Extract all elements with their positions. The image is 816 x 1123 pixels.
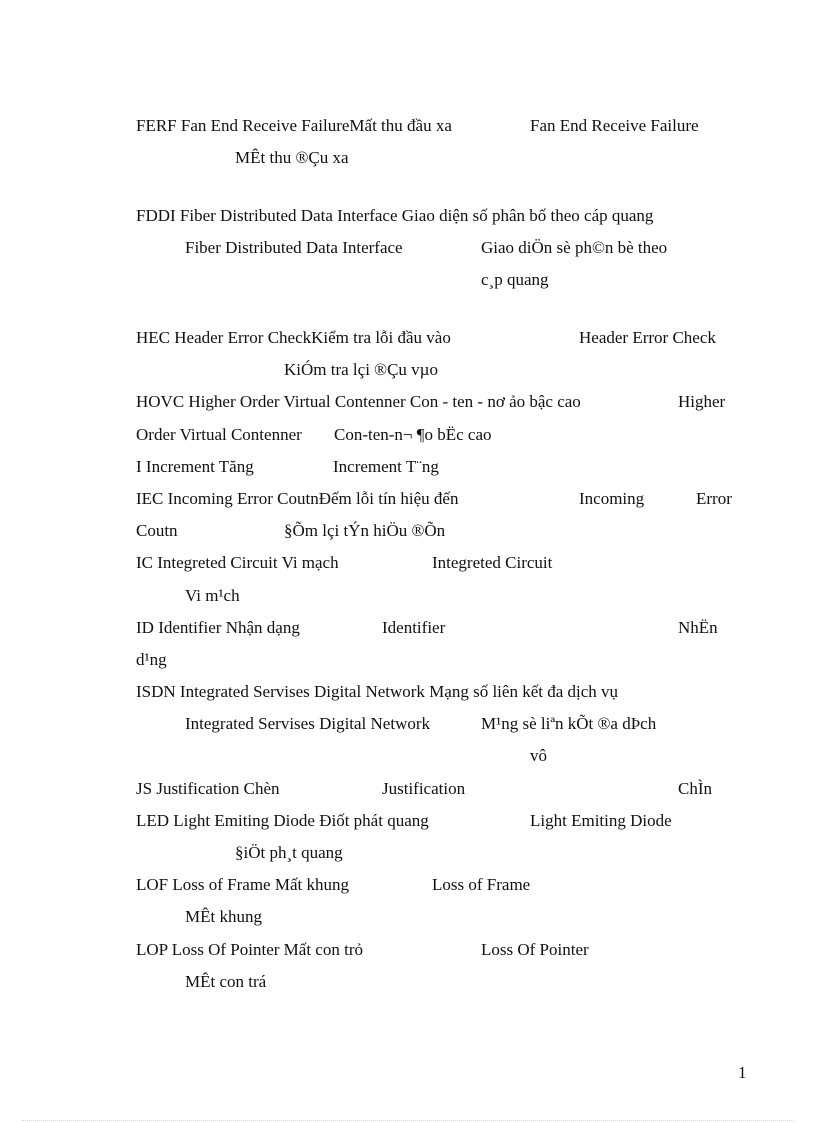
abbr-id: ID: [136, 618, 154, 637]
entry-hec-line-1: [136, 328, 451, 348]
legacy-id-1: NhËn: [678, 618, 718, 637]
entry-lof-line-1: [136, 875, 349, 895]
abbr-lof: LOF: [136, 875, 169, 894]
vn-ferf: Fan End Receive FailureMất thu đầu xa: [180, 116, 452, 135]
legacy-fddi-1: Giao diÖn sè ph©n bè theo: [481, 238, 668, 257]
en-led: Light Emiting Diode: [530, 811, 672, 830]
en-iec-2: Error: [696, 489, 732, 508]
legacy-iec: §Õm lçi tÝn hiÖu ®Õn: [284, 521, 446, 540]
vn-fddi: Fiber Distributed Data Interface Giao diện số phân bố theo cáp quang: [179, 206, 654, 225]
entry-id-line-1: [136, 618, 300, 638]
legacy-isdn-2: vô: [530, 746, 547, 765]
vn-lop: Loss Of Pointer Mất con trỏ: [171, 940, 363, 959]
legacy-lop: MÊt con trá: [185, 972, 267, 991]
vn-hovc: Higher Order Virtual Contenner Con - ten - nơ ảo bậc cao: [188, 392, 581, 411]
en-fddi: Fiber Distributed Data Interface: [185, 238, 403, 257]
en-hovc-1: Higher: [678, 392, 726, 411]
en-iec-1: Incoming: [579, 489, 645, 508]
entry-led-line-1: [136, 811, 429, 831]
en-id: Identifier: [382, 618, 446, 637]
abbr-lop: LOP: [136, 940, 168, 959]
page-bottom-divider: [22, 1120, 794, 1121]
page-number: 1: [738, 1063, 747, 1082]
legacy-ferf: MÊt thu ®Çu xa: [235, 148, 349, 167]
abbr-ic: IC: [136, 553, 153, 572]
legacy-lof: MÊt khung: [185, 907, 262, 926]
abbr-led: LED: [136, 811, 170, 830]
vn-js: Justification Chèn: [156, 779, 280, 798]
vn-id: Identifier Nhận dạng: [158, 618, 300, 637]
legacy-ic: Vi m¹ch: [185, 586, 240, 605]
entry-i-line-1: [136, 457, 254, 477]
entry-ic-line-1: [136, 553, 339, 573]
legacy-led: §iÖt ph¸t quang: [235, 843, 343, 862]
abbr-i: I: [136, 457, 142, 476]
vn-iec: Incoming Error CoutnĐếm lỗi tín hiệu đến: [167, 489, 459, 508]
abbr-isdn: ISDN: [136, 682, 176, 701]
vn-ic: Integreted Circuit Vi mạch: [157, 553, 339, 572]
abbr-js: JS: [136, 779, 153, 798]
en-iec-3: Coutn: [136, 521, 178, 540]
abbr-iec: IEC: [136, 489, 164, 508]
abbr-ferf: FERF: [136, 116, 177, 135]
entry-isdn-line-1: [136, 682, 618, 702]
en-lop: Loss Of Pointer: [481, 940, 589, 959]
vn-i: Increment Tăng: [145, 457, 254, 476]
en-lof: Loss of Frame: [432, 875, 531, 894]
en-isdn: Integrated Servises Digital Network: [185, 714, 431, 733]
en-hovc-2: Order Virtual Contenner: [136, 425, 302, 444]
en-ic: Integreted Circuit: [432, 553, 553, 572]
entry-ferf-line-1: [136, 116, 452, 136]
en-hec: Header Error Check: [579, 328, 716, 347]
en-js: Justification: [382, 779, 466, 798]
vn-lof: Loss of Frame Mất khung: [172, 875, 349, 894]
legacy-isdn-1: M¹ng sè liªn kÕt ®a dÞch: [481, 714, 657, 733]
legacy-js: ChÌn: [678, 779, 712, 798]
abbr-hec: HEC: [136, 328, 170, 347]
vn-led: Light Emiting Diode Điốt phát quang: [173, 811, 429, 830]
en-legacy-i: Increment T¨ng: [333, 457, 439, 476]
abbr-hovc: HOVC: [136, 392, 185, 411]
legacy-id-2: d¹ng: [136, 650, 167, 669]
entry-fddi-line-1: [136, 206, 653, 226]
vn-isdn: Integrated Servises Digital Network Mạng số liên kết đa dịch vụ: [179, 682, 619, 701]
legacy-hovc: Con-ten-n¬ ¶o bËc cao: [334, 425, 492, 444]
legacy-hec: KiÓm tra lçi ®Çu vµo: [284, 360, 438, 379]
entry-iec-line-1: [136, 489, 458, 509]
legacy-fddi-2: c¸p quang: [481, 270, 549, 289]
en-ferf: Fan End Receive Failure: [530, 116, 699, 135]
entry-hovc-line-1: [136, 392, 581, 412]
entry-js-line-1: [136, 779, 280, 799]
vn-hec: Header Error CheckKiểm tra lỗi đầu vào: [174, 328, 451, 347]
entry-lop-line-1: [136, 940, 363, 960]
abbr-fddi: FDDI: [136, 206, 176, 225]
